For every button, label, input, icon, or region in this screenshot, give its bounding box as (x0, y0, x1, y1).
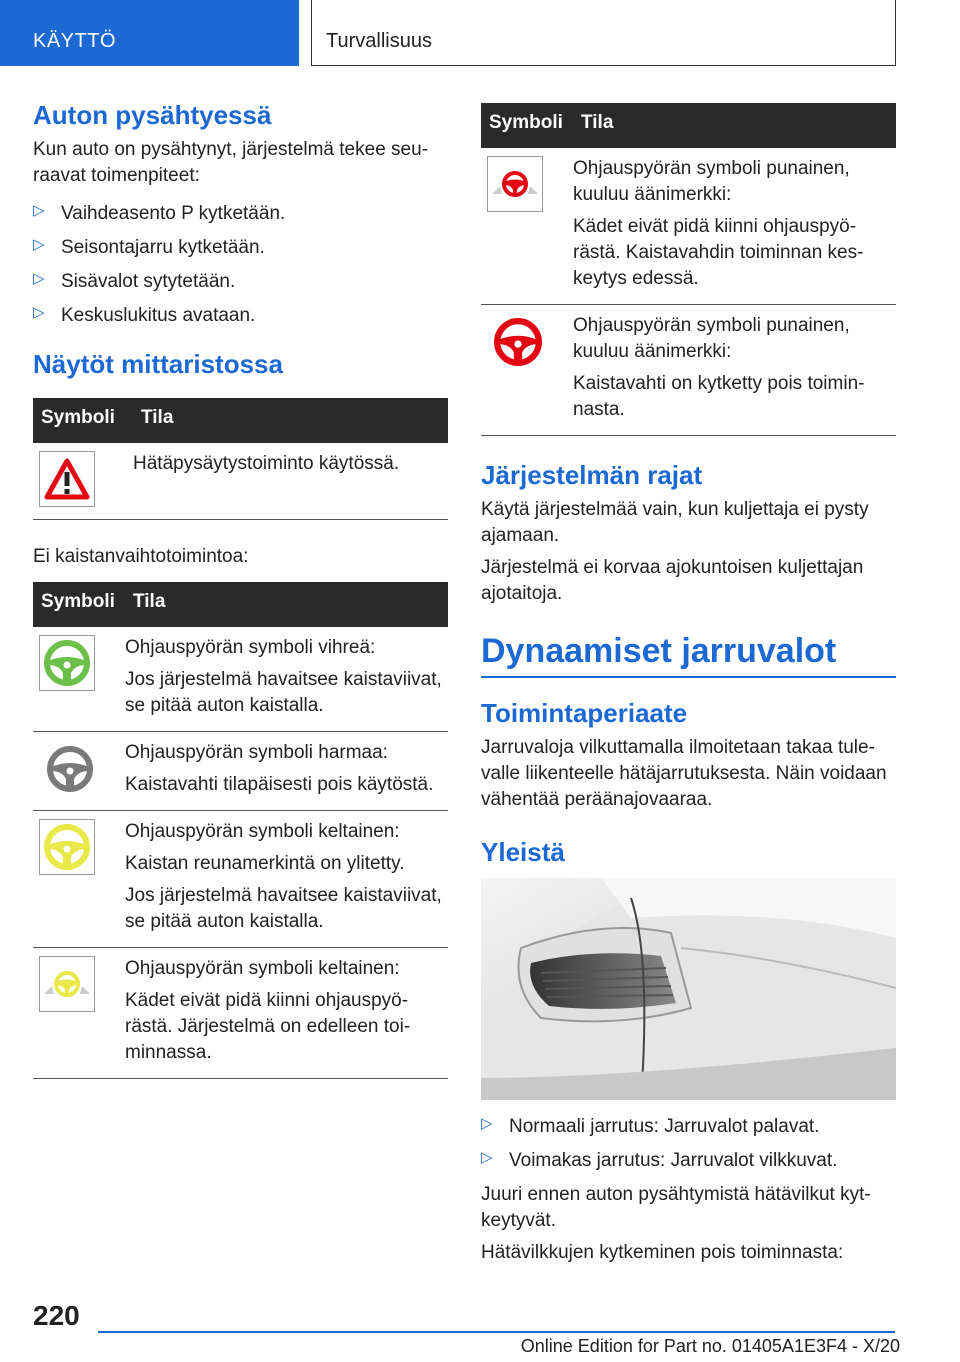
heading-limits: Järjestelmän rajat (481, 459, 703, 490)
state-text: Ohjauspyörän symboli punainen, kuuluu äänimerkki: (573, 314, 850, 362)
bullet-icon: ▷ (33, 236, 45, 254)
paragraph-limits-2: Järjestelmä ei korvaa ajokuntoisen kuljettajan ajotaitoja. (481, 557, 864, 605)
steering-wheel-hands-off-yellow-icon (39, 956, 95, 1012)
list-item: ▷ Keskuslukitus avataan. (33, 304, 256, 327)
col-state: Tila (125, 582, 448, 627)
state-text: Ohjauspyörän symboli keltainen: (125, 958, 400, 979)
chapter-title: Turvallisuus (326, 30, 432, 52)
bullet-icon: ▷ (33, 270, 45, 288)
footer-divider (98, 1331, 895, 1333)
state-text: Kädet eivät pidä kiinni ohjauspyörästä. Kaistavahdin toiminnan keskeytys edessä. (573, 215, 864, 289)
symbol-table-emergency (33, 398, 448, 520)
symbol-table-red (481, 103, 896, 436)
state-text: Kädet eivät pidä kiinni ohjauspyörästä. Järjestelmä on edelleen toiminnassa. (125, 990, 411, 1064)
steering-wheel-red-icon (487, 313, 549, 371)
state-text: Ohjauspyörän symboli harmaa: (125, 741, 388, 763)
heading-stop: Auton pysähtyessä (33, 100, 272, 130)
heading-displays: Näytöt mittaristossa (33, 349, 283, 380)
left-column (33, 100, 448, 1079)
steering-wheel-grey-icon (39, 740, 101, 798)
steering-wheel-green-icon (39, 635, 95, 691)
table-row (481, 304, 896, 435)
list-item: ▷ Sisävalot sytytetään. (33, 270, 236, 293)
car-tail-light-image (481, 878, 896, 1100)
col-symbol: Symboli (481, 103, 573, 148)
warning-triangle-icon (39, 451, 95, 507)
bullet-icon: ▷ (481, 1115, 493, 1133)
heading-principle: Toimintaperiaate (481, 697, 688, 728)
list-item: ▷ Normaali jarrutus: Jarruvalot palavat. (481, 1115, 820, 1138)
table-row (33, 731, 448, 810)
table-row (33, 443, 448, 520)
col-symbol: Symboli (33, 582, 125, 627)
steering-wheel-yellow-icon (39, 819, 95, 875)
chapter-tab (311, 0, 896, 66)
section-tab (0, 0, 299, 66)
page-number: 220 (33, 1300, 80, 1331)
state-text: Ohjauspyörän symboli keltainen: (125, 820, 400, 842)
state-text: Kaistan reunamerkintä on ylitetty. (125, 852, 405, 874)
col-symbol: Symboli (33, 398, 133, 443)
state-text: Kaistavahti tilapäisesti pois käytöstä. (125, 773, 434, 795)
table-row (33, 810, 448, 947)
state-text: Jos järjestelmä havaitsee kaistaviivat, se pitää auton kaistalla. (125, 884, 442, 932)
symbol-table-lane (33, 582, 448, 1079)
paragraph-limits-1: Käytä järjestelmää vain, kun kuljettaja ei pysty ajamaan. (481, 499, 869, 547)
brake-list (481, 1114, 896, 1174)
paragraph-stop: Kun auto on pysähtynyt, järjestelmä tekee seuraavat toimenpiteet: (33, 139, 429, 187)
list-item: ▷ Vaihdeasento P kytketään. (33, 202, 286, 225)
table-row (481, 148, 896, 305)
bullet-icon: ▷ (33, 202, 45, 220)
steering-wheel-hands-off-red-icon (487, 156, 543, 212)
paragraph-principle: Jarruvaloja vilkuttamalla ilmoitetaan takaa tulevalle liikenteelle hätäjarrutuksesta. Näin voidaan vähentää peräänajovaaraa. (481, 737, 887, 811)
bullet-icon: ▷ (481, 1149, 493, 1167)
heading-dynamic-brake-lights: Dynaamiset jarruvalot (481, 631, 896, 678)
stop-list (33, 201, 448, 329)
state-text: Ohjauspyörän symboli punainen, kuuluu äänimerkki: (573, 157, 850, 205)
state-text: Kaistavahti on kytketty pois toiminnasta. (573, 372, 865, 420)
paragraph-hazard-off: Hätävilkkujen kytkeminen pois toiminnasta: (481, 1242, 844, 1264)
list-item: ▷ Seisontajarru kytketään. (33, 236, 265, 259)
state-text: Ohjauspyörän symboli vihreä: (125, 636, 376, 658)
heading-general: Yleistä (481, 837, 565, 868)
section-title: KÄYTTÖ (33, 30, 117, 52)
table-row (33, 948, 448, 1079)
table-row (33, 627, 448, 732)
paragraph-lane: Ei kaistanvaihtotoimintoa: (33, 546, 249, 568)
list-item: ▷ Voimakas jarrutus: Jarruvalot vilkkuvat. (481, 1149, 838, 1172)
col-state: Tila (133, 398, 448, 443)
state-text: Jos järjestelmä havaitsee kaistaviivat, se pitää auton kaistalla. (125, 668, 442, 716)
bullet-icon: ▷ (33, 304, 45, 322)
footer-edition: Online Edition for Part no. 01405A1E3F4 - X/20 (520, 1336, 900, 1356)
col-state: Tila (573, 103, 896, 148)
paragraph-hazard: Juuri ennen auton pysähtymistä hätävilkut kytkeytyvät. (481, 1184, 871, 1232)
right-column (481, 103, 896, 1272)
state-text: Hätäpysäytystoiminto käytössä. (133, 453, 400, 475)
